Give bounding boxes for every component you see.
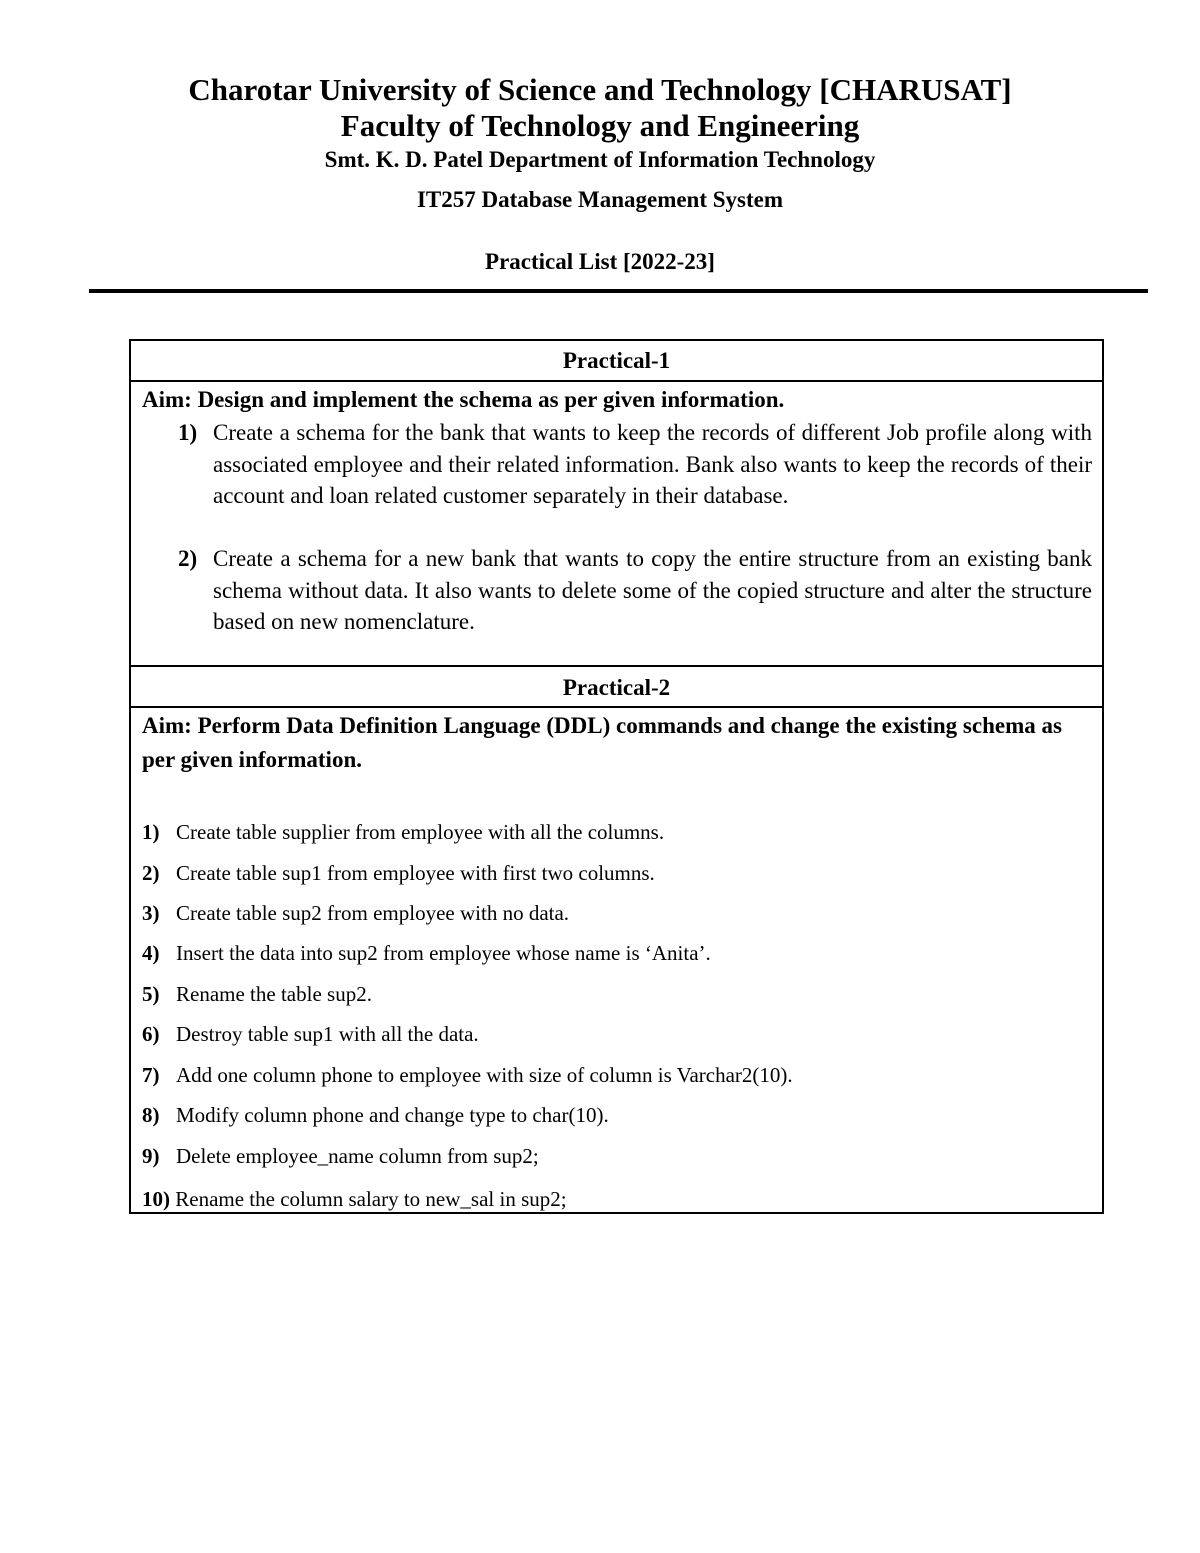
item-text: Modify column phone and change type to char(10). [176,1103,609,1127]
item-text: Add one column phone to employee with size of column is Varchar2(10). [176,1063,793,1087]
list-item [142,1020,1092,1048]
item-number: 2) [178,546,198,571]
practical-1-aim: Aim: Design and implement the schema as per given information. [142,387,785,412]
practicals-table [129,339,1104,1214]
item-number: 7) [142,1063,160,1087]
practical-2-aim: Aim: Perform Data Definition Language (DDL) commands and change the existing schema as per given information. [142,713,1062,772]
department-name: Smt. K. D. Patel Department of Information Technology [324,147,876,172]
list-item [142,1101,1092,1129]
list-item [142,939,1092,967]
item-text: Insert the data into sup2 from employee whose name is ‘Anita’. [176,941,711,965]
item-number: 4) [142,941,160,965]
item-text: Create a schema for a new bank that wants to copy the entire structure from an existing bank schema without data. It also wants to delete some of the copied structure and alter the structure based on new nomenclature. [213,546,1092,634]
item-text: Rename the table sup2. [176,982,372,1006]
practical-list-title: Practical List [2022-23] [485,249,715,274]
item-number: 8) [142,1103,160,1127]
list-item [142,1185,1092,1213]
item-number: 5) [142,982,160,1006]
item-number: 3) [142,901,160,925]
item-number: 1) [142,820,160,844]
row-divider [131,706,1102,708]
item-text: Destroy table sup1 with all the data. [176,1022,479,1046]
item-text: Create a schema for the bank that wants to keep the records of different Job profile along with associated employee and their related information. Bank also wants to keep the records of their account and loan related customer separately in their database. [213,420,1092,508]
list-item [142,1142,1092,1170]
faculty-name: Faculty of Technology and Engineering [340,108,860,143]
header-divider [89,289,1148,293]
row-divider [131,665,1102,667]
item-text: Rename the column salary to new_sal in sup2; [175,1187,567,1211]
list-item [142,818,1092,846]
practical-1-title: Practical-1 [562,348,671,373]
item-text: Create table supplier from employee with all the columns. [176,820,665,844]
course-title: IT257 Database Management System [416,187,784,212]
item-number: 1) [178,420,198,445]
university-name: Charotar University of Science and Technology [CHARUSAT] [188,72,1012,107]
item-text: Delete employee_name column from sup2; [176,1144,539,1168]
item-text: Create table sup2 from employee with no data. [176,901,570,925]
item-number: 10) [142,1187,170,1211]
item-number: 9) [142,1144,160,1168]
list-item [142,899,1092,927]
list-item [142,980,1092,1008]
practical-2-title: Practical-2 [562,675,671,700]
item-text: Create table sup1 from employee with first two columns. [176,861,655,885]
list-item [142,859,1092,887]
row-divider [131,380,1102,382]
item-number: 2) [142,861,160,885]
list-item [142,1061,1092,1089]
item-number: 6) [142,1022,160,1046]
